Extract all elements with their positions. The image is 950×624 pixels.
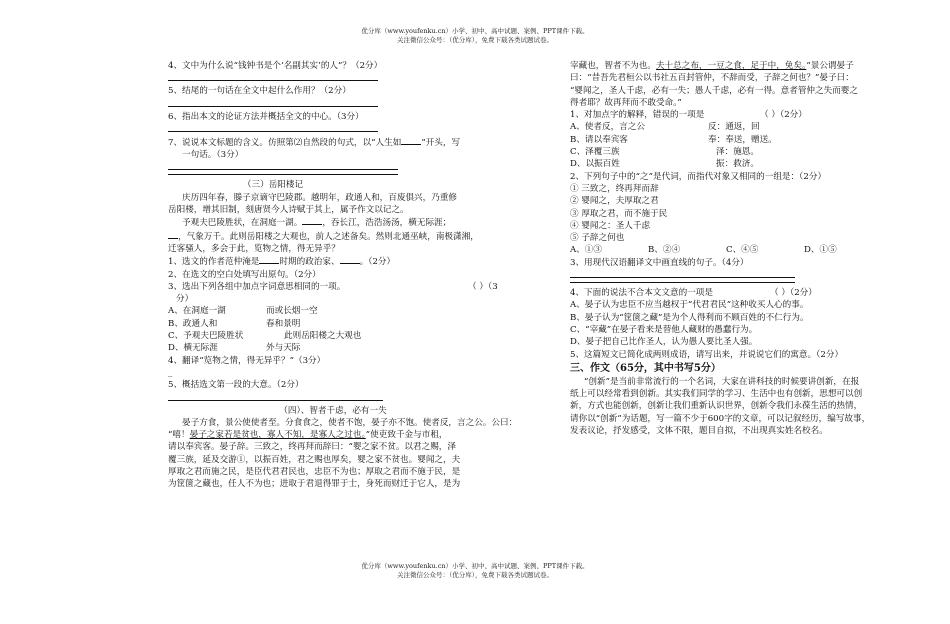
fill-blank bbox=[302, 216, 322, 225]
passage-line: 宰藏也，智者不为也。夫十总之布，一豆之食，足于中，免矣。”景公谓晏子 bbox=[570, 61, 854, 71]
passage-line: 曰：“昔吾先君桓公以书社五百封管仲，不辞而受，子辞之何也？”晏子曰： bbox=[570, 73, 854, 84]
passage-line: “嘻！晏子之家若是贫也，寡人不知，是寡人之过也。”使吏致千金与市租， bbox=[168, 430, 448, 441]
passage-line: ，气象万千。此则岳阳楼之大观也，前人之述备矣。然则北通巫峡，南极潇湘， bbox=[168, 230, 538, 243]
right-column bbox=[570, 60, 938, 437]
question-5: 5、结尾的一句话在全文中起什么作用？（2分） bbox=[168, 86, 351, 97]
sub-question-5: 5、概括选文第一段的大意。（2分） bbox=[168, 380, 304, 391]
choice-5: ⑤ 子辞之何也 bbox=[570, 233, 625, 244]
option-a: A、晏子认为忠臣不应当越权于“代君君民”这种收买人心的事。 bbox=[570, 300, 809, 311]
choice-1: ① 三致之，终再拜而辞 bbox=[570, 183, 659, 194]
passage-line: 请以奉宾客。晏子辞。三致之，终再拜而辞曰：“婴之家不贫。以君之赐，泽 bbox=[168, 442, 456, 453]
footer-line-2: 关注微信公众号：（优分库），免费下载各类试题试卷。 bbox=[397, 571, 553, 579]
answer-line bbox=[570, 277, 795, 278]
header-line-1: 优分库（www.youfenku.cn）小学、初中、高中试题、案例、PPT课件下载。 bbox=[361, 27, 589, 35]
question-2-options: A、①③ B、②④ C、④⑤ D、①⑤ bbox=[570, 245, 837, 256]
passage-line: 予观夫巴陵胜状，在洞庭一湖。 ，吞长江，浩浩汤汤，横无际涯； bbox=[182, 218, 452, 229]
passage-line: 厚取之君而施之民，是臣代君君民也，忠臣不为也；厚取之君而不施于民，是 bbox=[168, 467, 461, 478]
choice-4: ④ 婴闻之：圣人千虑 bbox=[570, 220, 651, 231]
choice-2: ② 婴闻之，夫厚取之君 bbox=[570, 196, 659, 207]
question-4: 4、下面的说法不合本文文意的一项是 （ ）（2分） bbox=[570, 288, 817, 299]
option-c: C、泽覆三族 泽：施恩。 bbox=[570, 147, 759, 158]
passage-line: 迁客骚人，多会于此，览物之情，得无异乎？ bbox=[168, 243, 340, 254]
question-5: 5、这篇短文已简化成两则成语，请写出来，并说说它们的寓意。（2分） bbox=[570, 349, 844, 360]
left-column bbox=[168, 60, 538, 491]
section-title-4: （四）、智者千虑，必有一失 bbox=[279, 405, 387, 416]
footer-line-1: 优分库（www.youfenku.cn）小学、初中、高中试题、案例、PPT课件下载。 bbox=[361, 562, 589, 570]
choice-3: ③ 厚取之君，而不施于民 bbox=[570, 208, 668, 219]
sub-question-2: 2、在选文的空白处填写出原句。（2分） bbox=[168, 269, 321, 280]
sub-question-1: 1、选文的作者范仲淹是 时期的政治家、 。（2分） bbox=[168, 257, 396, 268]
option-b: B、晏子认为“筐箧之藏”是为个人得利而不顾百姓的不仁行为。 bbox=[570, 312, 809, 323]
sub-question-3: 3、选出下列各组中加点字词意思相同的一项。 （ ）（3 bbox=[168, 281, 498, 292]
composition-line: 新，方式也能创新，创新让我们重新认识世界，创新令我们永葆生活的热情， bbox=[570, 401, 863, 412]
underlined-sentence: 夫十总之布，一豆之食，足于中，免矣。 bbox=[655, 61, 807, 71]
composition-line: 发表议论，抒发感受，文体不限，题目自拟，不出现真实姓名校名。 bbox=[570, 426, 828, 437]
option-c: C、“宰藏”在晏子看来是替他人藏财的愚蠢行为。 bbox=[570, 324, 758, 335]
composition-line: “创新”是当前非常流行的一个名词，大家在讲科技的时候要讲创新，在报 bbox=[584, 376, 860, 387]
passage-line: 庆历四年春，滕子京谪守巴陵郡。越明年，政通人和，百废俱兴，乃重修 bbox=[182, 192, 458, 203]
answer-line bbox=[168, 80, 378, 81]
option-a: A、使者反，言之公 反：通返，回 bbox=[570, 122, 760, 133]
composition-line: 纸上可以经常看到创新。其实我们同学的学习、生活中也有创新，思想可以创 bbox=[570, 389, 863, 400]
fill-blank bbox=[259, 255, 279, 264]
sub-question-3-cont: 分） bbox=[176, 294, 194, 305]
composition-heading: 三、作文（65分，其中书写5分） bbox=[570, 362, 721, 374]
passage-line: 岳阳楼，增其旧制，刻唐贤今人诗赋于其上，属予作文以记之。 bbox=[168, 205, 409, 216]
passage-line: 覆三族，延及交游①，以振百姓，君之赐也厚矣，婴之家不贫也。婴闻之，夫 bbox=[168, 454, 461, 465]
answer-line bbox=[168, 169, 398, 170]
header-line-2: 关注微信公众号：（优分库），免费下载各类试题试卷。 bbox=[397, 36, 553, 44]
passage-line: 为筐箧之藏也，任人不为也；进取于君退得罪于士，身死而财迁于它人，是为 bbox=[168, 479, 461, 490]
passage-line: “婴闻之，圣人千虑，必有一失；愚人千虑，必有一得。意者管仲之失而婴之 bbox=[570, 85, 858, 96]
question-6: 6、指出本文的论证方法并概括全文的中心。（3分） bbox=[168, 111, 364, 122]
question-1: 1、对加点字的解释，错误的一项是 （ ）（2分） bbox=[570, 110, 807, 121]
option-b: B、请以奉宾客 奉：奉送，赠送。 bbox=[570, 134, 777, 145]
question-7-cont: 一句话。（3分） bbox=[182, 150, 244, 161]
answer-line bbox=[168, 106, 378, 107]
answer-line bbox=[570, 282, 795, 283]
page-header bbox=[0, 27, 950, 45]
composition-line: 请你以“创新”为话题，写一篇不少于600字的文章，可以记叙经历，编写故事， bbox=[570, 413, 871, 424]
answer-line bbox=[168, 174, 398, 175]
option-d: D、晏子把自己比作圣人，认为愚人要比圣人强。 bbox=[570, 337, 758, 348]
option-b: B、政通人和 春和景明 bbox=[168, 318, 301, 329]
fill-blank bbox=[401, 136, 421, 145]
fill-blank bbox=[340, 255, 360, 264]
section-title-3: （三）岳阳楼记 bbox=[242, 180, 304, 191]
option-c: C、予观夫巴陵胜状 此则岳阳楼之大观也 bbox=[168, 331, 362, 342]
page-footer bbox=[0, 562, 950, 580]
passage-line: 得者耶？故再拜而不敢受命。” bbox=[570, 97, 682, 108]
answer-stub: _ bbox=[168, 367, 173, 378]
sub-question-4: 4、翻译“览物之情，得无异乎？”（3分） bbox=[168, 355, 326, 366]
fill-blank bbox=[168, 230, 178, 239]
option-d: D、横无际涯 外与天际 bbox=[168, 343, 301, 354]
question-3: 3、用现代汉语翻译文中画直线的句子。（4分） bbox=[570, 257, 749, 268]
answer-line bbox=[168, 131, 378, 132]
answer-line bbox=[168, 400, 383, 401]
underlined-sentence: 晏子之家若是贫也，寡人不知，是寡人之过也。 bbox=[189, 430, 366, 441]
option-d: D、以振百姓 振：救济。 bbox=[570, 159, 759, 170]
passage-line: 晏子方食，景公使使者至。分食食之，使者不饱，晏子亦不饱。使者反，言之公。公曰： bbox=[182, 417, 518, 428]
question-4: 4、文中为什么说“钱钟书是个‘名副其实’的人”？（2分） bbox=[168, 61, 383, 71]
question-7: 7、说说本文标题的含义。仿照第⑵自然段的句式，以“人生如 ”开头，写 bbox=[168, 137, 461, 148]
option-a: A、在洞庭一湖 而或长烟一空 bbox=[168, 306, 318, 317]
question-2: 2、下列句子中的“之”是代词，而指代对象又相同的一组是：（2分） bbox=[570, 171, 827, 182]
